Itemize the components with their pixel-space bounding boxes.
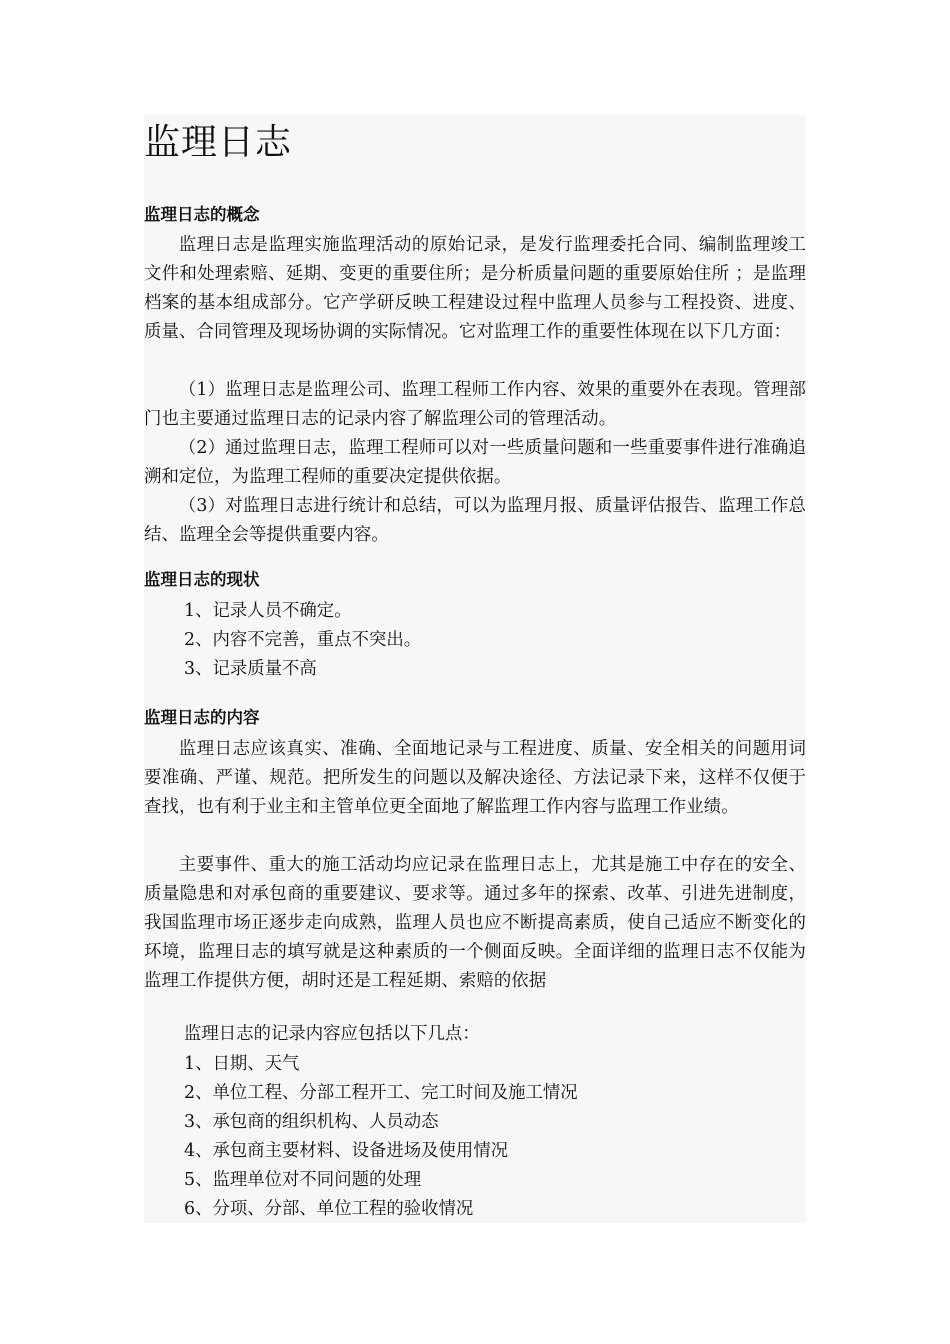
paragraph: （2）通过监理日志，监理工程师可以对一些质量问题和一些重要事件进行准确追溯和定位，为监理工程师的重要决定提供依据。 [144, 438, 806, 487]
paragraph: 主要事件、重大的施工活动均应记录在监理日志上，尤其是施工中存在的安全、质量隐患和对承包商的重要建议、要求等。通过多年的探索、改革、引进先进制度，我国监理市场正逐步走向成熟，监理人员也应不断提高素质，使自己适应不断变化的环境，监理日志的填写就是这种素质的一个侧面反映。全面详细的监理日志不仅能为监理工作提供方便，胡时还是工程延期、索赔的依据 [144, 855, 806, 991]
document-title: 监理日志 [144, 122, 293, 163]
list-item: 3、承包商的组织机构、人员动态 [184, 1112, 439, 1132]
section-heading-content: 监理日志的内容 [144, 708, 260, 727]
section-heading-status: 监理日志的现状 [144, 570, 260, 589]
list-item: 5、监理单位对不同问题的处理 [184, 1170, 422, 1190]
document-page [144, 115, 806, 1223]
list-item: 1、日期、天气 [184, 1054, 300, 1074]
list-item: 2、内容不完善，重点不突出。 [184, 630, 422, 650]
list-item: 4、承包商主要材料、设备进场及使用情况 [184, 1141, 509, 1161]
paragraph: 监理日志是监理实施监理活动的原始记录，是发行监理委托合同、编制监理竣工文件和处理索赔、延期、变更的重要住所；是分析质量问题的重要原始住所 ；是监理档案的基本组成部分。它产学研反映工程建设过程中监理人员参与工程投资、进度、质量、合同管理及现场协调的实际情况。它对监理工作的重要性体现在以下几方面： [144, 235, 806, 342]
list-intro: 监理日志的记录内容应包括以下几点： [184, 1024, 480, 1044]
list-item: 1、记录人员不确定。 [184, 601, 352, 621]
list-item: 6、分项、分部、单位工程的验收情况 [184, 1199, 474, 1219]
paragraph: 监理日志应该真实、准确、全面地记录与工程进度、质量、安全相关的问题用词要准确、严谨、规范。把所发生的问题以及解决途径、方法记录下来，这样不仅便于查找，也有利于业主和主管单位更全面地了解监理工作内容与监理工作业绩。 [144, 739, 806, 817]
list-item: 2、单位工程、分部工程开工、完工时间及施工情况 [184, 1083, 578, 1103]
paragraph: （3）对监理日志进行统计和总结，可以为监理月报、质量评估报告、监理工作总结、监理全会等提供重要内容。 [144, 496, 806, 545]
paragraph: （1）监理日志是监理公司、监理工程师工作内容、效果的重要外在表现。管理部门也主要通过监理日志的记录内容了解监理公司的管理活动。 [144, 380, 806, 429]
list-item: 3、记录质量不高 [184, 659, 317, 679]
section-heading-concept: 监理日志的概念 [144, 205, 260, 224]
